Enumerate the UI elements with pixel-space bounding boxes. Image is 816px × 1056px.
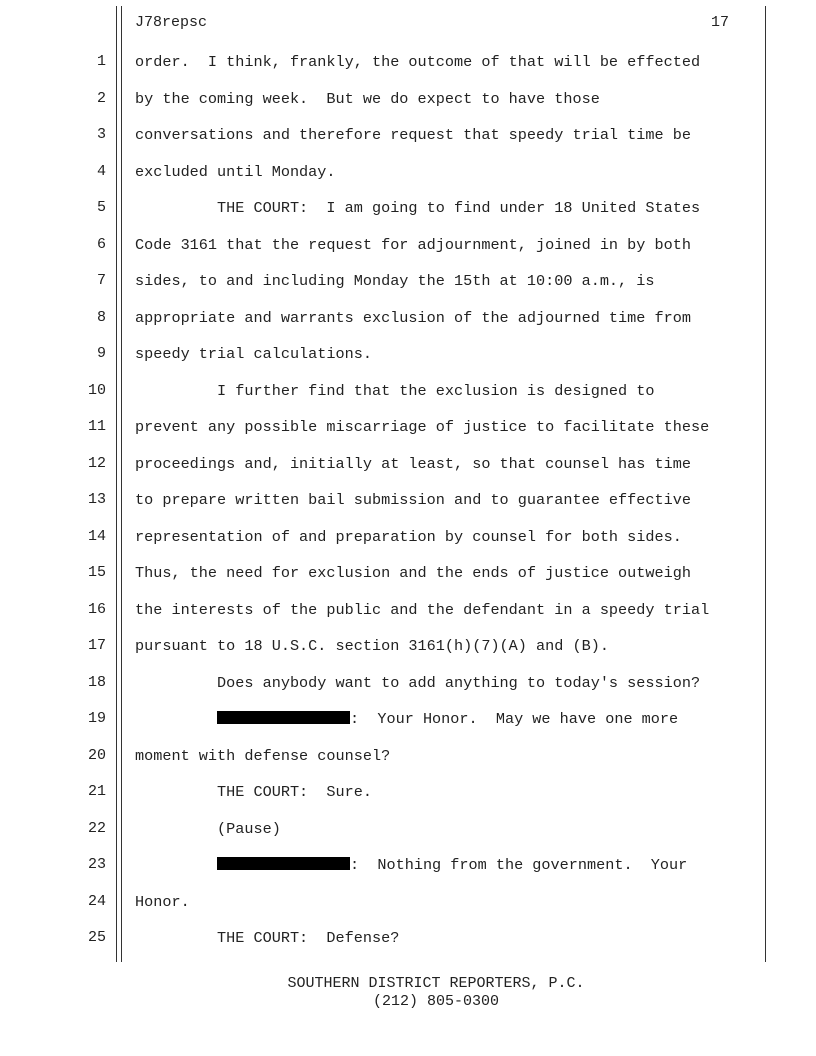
line-text-after-redaction: : Your Honor. May we have one more — [350, 710, 679, 728]
transcript-line — [0, 306, 816, 330]
transcript-line — [0, 853, 816, 877]
line-number: 10 — [87, 381, 106, 399]
transcript-line — [0, 561, 816, 585]
line-number: 16 — [87, 600, 106, 618]
line-number: 25 — [87, 929, 106, 946]
line-text: excluded until Monday. — [135, 162, 336, 181]
line-number: 13 — [87, 491, 106, 508]
transcript-line — [0, 269, 816, 293]
line-text: to prepare written bail submission and to guarantee effective — [135, 491, 691, 509]
line-text: moment with defense counsel? — [135, 746, 391, 765]
line-number: 9 — [96, 345, 106, 362]
line-number: 11 — [87, 418, 106, 435]
line-number: 20 — [87, 746, 106, 764]
line-text: pursuant to 18 U.S.C. section 3161(h)(7)(A) and (B). — [135, 637, 609, 655]
line-text: I further find that the exclusion is designed to — [135, 381, 655, 400]
transcript-line — [0, 488, 816, 512]
line-text: by the coming week. But we do expect to have those — [135, 89, 600, 108]
transcript-line — [0, 926, 816, 950]
line-number: 24 — [87, 892, 106, 910]
line-text: THE COURT: I am going to find under 18 United States — [135, 199, 701, 217]
line-text: Does anybody want to add anything to today's session? — [135, 673, 701, 692]
line-text: THE COURT: Sure. — [135, 783, 372, 801]
transcript-line — [0, 342, 816, 366]
line-text: representation of and preparation by counsel for both sides. — [135, 527, 682, 546]
line-number: 12 — [87, 454, 106, 472]
transcript-line — [0, 379, 816, 403]
line-number: 3 — [96, 126, 106, 143]
line-number: 19 — [87, 710, 106, 727]
line-number: 21 — [87, 783, 106, 800]
transcript-line — [0, 196, 816, 220]
redaction-block — [217, 711, 350, 724]
redaction-block — [217, 857, 350, 870]
line-number: 8 — [96, 308, 106, 326]
line-number: 23 — [87, 856, 106, 873]
transcript-line — [0, 525, 816, 549]
line-text — [135, 707, 678, 731]
line-text: Code 3161 that the request for adjournment, joined in by both — [135, 235, 691, 254]
transcript-line — [0, 780, 816, 804]
line-number: 15 — [87, 564, 106, 581]
line-text: speedy trial calculations. — [135, 345, 372, 363]
transcript-line — [0, 598, 816, 622]
transcript-line — [0, 634, 816, 658]
transcript-line — [0, 817, 816, 841]
transcript-line — [0, 452, 816, 476]
line-number: 14 — [87, 527, 106, 545]
line-number: 17 — [87, 637, 106, 654]
line-text: the interests of the public and the defendant in a speedy trial — [135, 600, 710, 619]
transcript-line — [0, 123, 816, 147]
line-text: sides, to and including Monday the 15th at 10:00 a.m., is — [135, 272, 655, 290]
line-number: 1 — [96, 53, 106, 70]
line-number: 2 — [96, 89, 106, 107]
transcript-line — [0, 160, 816, 184]
transcript-line — [0, 671, 816, 695]
line-number: 5 — [96, 199, 106, 216]
line-text: THE COURT: Defense? — [135, 929, 400, 947]
footer-reporter: SOUTHERN DISTRICT REPORTERS, P.C. — [287, 975, 585, 992]
line-text: conversations and therefore request that speedy trial time be — [135, 126, 691, 144]
line-text-after-redaction: : Nothing from the government. Your — [350, 856, 688, 874]
transcript-line — [0, 890, 816, 914]
line-number: 22 — [87, 819, 106, 837]
transcript-line — [0, 744, 816, 768]
line-number: 4 — [96, 162, 106, 180]
line-number: 7 — [96, 272, 106, 289]
line-number: 6 — [96, 235, 106, 253]
line-text: (Pause) — [135, 819, 281, 838]
transcript-line — [0, 233, 816, 257]
line-text: appropriate and warrants exclusion of the adjourned time from — [135, 308, 691, 327]
line-text — [135, 853, 687, 877]
line-text: proceedings and, initially at least, so that counsel has time — [135, 454, 691, 473]
line-text: prevent any possible miscarriage of justice to facilitate these — [135, 418, 710, 436]
line-number: 18 — [87, 673, 106, 691]
line-text: Honor. — [135, 892, 190, 911]
footer-phone: (212) 805-0300 — [372, 993, 500, 1010]
line-text: order. I think, frankly, the outcome of that will be effected — [135, 53, 701, 71]
page-number: 17 — [711, 14, 730, 31]
transcript-code: J78repsc — [135, 14, 208, 31]
transcript-line — [0, 415, 816, 439]
transcript-line — [0, 87, 816, 111]
transcript-line — [0, 707, 816, 731]
transcript-line — [0, 50, 816, 74]
line-text: Thus, the need for exclusion and the ends of justice outweigh — [135, 564, 691, 582]
